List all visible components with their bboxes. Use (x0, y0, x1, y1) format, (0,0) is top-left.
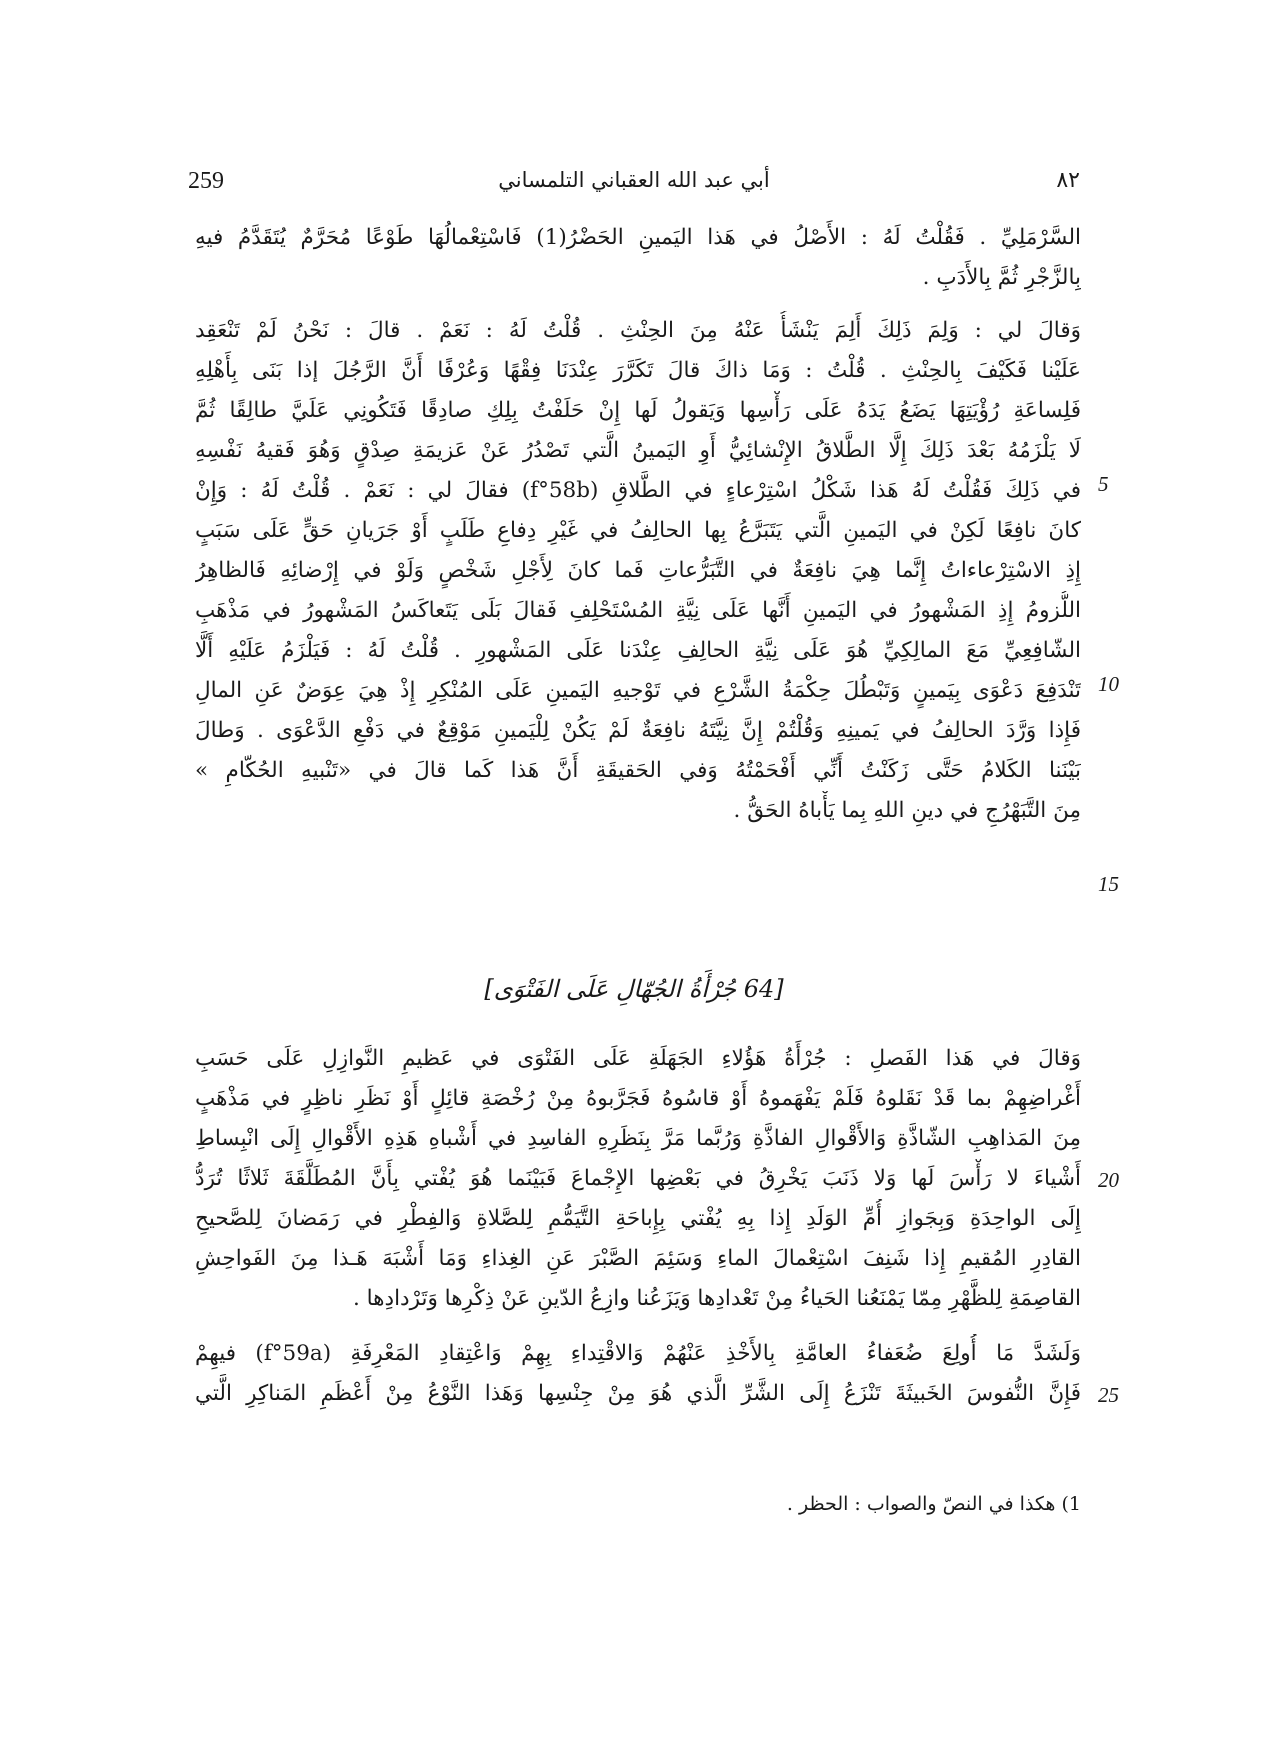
text-line: أَغْراضِهِمْ بما قَدْ نَقَلوهُ فَلَمْ يَفْهَموهُ أَوْ قاسُوهُ فَجَرَّبوهُ مِنْ رُخْصَةِ قائِلٍ أَوْ نَظَرِ ناظِرٍ في مَذْهَبٍ (195, 1086, 1081, 1111)
text-line: فَإِنَّ النُّفوسَ الخَبيثَةَ تَنْزَعُ إِلَى الشَّرِّ الَّذي هُوَ مِنْ جِنْسِها وَهَذا النَّوْعُ مِنْ أَعْظَمِ المَناكِرِ الَّتي (195, 1381, 1081, 1406)
text-line: مِنَ المَذاهِبِ الشّاذَّةِ وَالأَقْوالِ الفاذَّةِ وَرُبَّما مَرَّ بِنَظَرِهِ الفاسِدِ في أَشْباهِ هَذِهِ الأَقْوالِ إِلَى انْبِساطِ (195, 1126, 1081, 1151)
text-line: فَإِذا وَرَّدَ الحالِفُ في يَمينِهِ وَقُلْتُمْ إِنَّ نِيَّتَهُ نافِعَةٌ لَمْ يَكُنْ لِلْيَمينِ مَوْقِعٌ في دَفْعِ الدَّعْوَى . وَطالَ (195, 718, 1081, 743)
line-number: 15 (1098, 872, 1119, 896)
line-number: 20 (1098, 1168, 1119, 1192)
line-number: 25 (1098, 1383, 1119, 1407)
text-line: كانَ نافِعًا لَكِنْ في اليَمينِ الَّتي يَتَبَرَّعُ بِها الحالِفُ في غَيْرِ دِفاعِ طَلَبٍ أَوْ جَرَيانِ حَقٍّ عَلَى سَبَبٍ (195, 518, 1081, 543)
text-line: اللُّزومُ إِذِ المَشْهورُ في اليَمينِ أَنَّها عَلَى نِيَّةِ المُسْتَحْلِفِ فَقالَ بَلَى يَتَعاكَسُ المَشْهورُ في مَذْهَبِ (195, 598, 1081, 623)
text-line: السَّرْمَلِيِّ . فَقُلْتُ لَهُ : الأَصْلُ في هَذا اليَمينِ الحَضْرُ(1) فَاسْتِعْمالُهَا طَوْعًا مُحَرَّمٌ يُتَقَدَّمُ فيهِ (195, 225, 1081, 250)
text-line: بَيْنَنا الكَلامُ حَتَّى زَكَنْتُ أَنِّي أَفْحَمْتُهُ وَفي الحَقيقَةِ أَنَّ هَذا كَما قالَ في «تَنْبيهِ الحُكّامِ » (195, 758, 1081, 783)
text-line: وَقالَ لي : وَلِمَ ذَلِكَ أَلِمَ يَنْشَأُ عَنْهُ مِنَ الحِنْثِ . قُلْتُ لَهُ : نَعَمْ . قالَ : نَحْنُ لَمْ تَنْعَقِد (195, 318, 1081, 343)
footnote: 1) هكذا في النصّ والصواب : الحظر . (786, 1493, 1081, 1515)
text-line: وَقالَ في هَذا الفَصلِ : جُرْأَةُ هَؤُلاءِ الجَهَلَةِ عَلَى الفَتْوَى في عَظيمِ النَّوازِلِ عَلَى حَسَبِ (195, 1046, 1081, 1071)
page-number: 259 (188, 168, 224, 194)
text-line: مِنَ التَّبَهْرُجِ في دينِ اللهِ بِما يَأْباهُ الحَقُّ . (733, 798, 1081, 823)
line-number: 10 (1098, 672, 1119, 696)
text-line: بِالزَّجْرِ ثُمَّ بِالأَدَبِ . (922, 265, 1081, 290)
text-line: عَلَيْنا فَكَيْفَ بِالحِنْثِ . قُلْتُ : وَمَا ذاكَ قالَ تَكَرَّرَ عِنْدَنَا فِقْهًا وَعُرْفًا أَنَّ الرَّجُلَ إذا بَنَى بِأَهْلِهِ (195, 358, 1081, 383)
line-number: 5 (1098, 472, 1109, 496)
running-title: أبي عبد الله العقباني التلمساني (498, 168, 770, 192)
text-line: إِلَى الواحِدَةِ وَبِجَوازِ أُمِّ الوَلَدِ إِذا بِهِ يُفْتي بِإِباحَةِ التَّيَمُّمِ لِلصَّلاةِ وَالفِطْرِ في رَمَضانَ لِلصَّحيحِ (195, 1206, 1081, 1231)
text-line: تَنْدَفِعَ دَعْوَى بِيَمينٍ وَتَبْطُلَ حِكْمَةُ الشَّرْعِ في تَوْجيهِ اليَمينِ عَلَى المُنْكِرِ إِذْ هِيَ عِوَضٌ عَنِ المالِ (195, 678, 1081, 703)
text-line: لَا يَلْزَمُهُ بَعْدَ ذَلِكَ إِلَّا الطَّلاقُ الإِنْشائِيُّ أَوِ اليَمينُ الَّتي تَصْدُرُ عَنْ عَزيمَةِ صِدْقٍ وَهُوَ فَقيهُ نَفْسِهِ (195, 438, 1081, 463)
text-line: أَشْياءَ لا رَأْسَ لَها وَلا ذَنَبَ يَخْرِقُ في بَعْضِها الإِجْماعَ فَبَيْنَما هُوَ يُفْتي بِأَنَّ المُطَلَّقَةَ ثَلاثًا تُرَدُّ (195, 1166, 1081, 1191)
text-line: فَلِساعَةِ رُؤْيَتِهَا يَضَعُ يَدَهُ عَلَى رَأْسِها وَيَقولُ لَها إِنْ حَلَفْتُ بِلِكِ صادِقًا فَتَكُونِي عَلَيَّ طالِقًا ثُمَّ (195, 398, 1081, 423)
section-heading: [64 جُرْأَةُ الجُهّالِ عَلَى الفَتْوَى] (484, 975, 784, 1003)
page-header (188, 168, 1080, 208)
page-number-arabic: ٨٢ (1056, 168, 1080, 193)
text-line: وَلَشَدَّ مَا أُولِعَ ضُعَفاءُ العامَّةِ بِالأَخْذِ عَنْهُمْ وَالاقْتِداءِ بِهِمْ وَاعْتِقادِ المَعْرِفَةِ (f°59a) فيهِمْ (195, 1341, 1081, 1366)
text-line: إِذِ الاسْتِرْعاءاتُ إِنَّما هِيَ نافِعَةٌ في التَّبَرُّعاتِ فَما كانَ لِأَجْلِ شَخْصٍ وَلَوْ في إِرْضائِهِ فَالظاهِرُ (195, 558, 1081, 583)
text-line: القادِرِ المُقيمِ إِذا شَنِفَ اسْتِعْمالَ الماءِ وَسَئِمَ الصَّبْرَ عَنِ الغِذاءِ وَمَا أَشْبَهَ هَـذا مِنَ الفَواحِشِ (195, 1246, 1081, 1271)
text-line: القاصِمَةِ لِلظَّهْرِ مِمّا يَمْنَعُنا الحَياءُ مِنْ تَعْدادِها وَيَزَعُنا وازِعُ الدّينِ عَنْ ذِكْرِها وَتَرْدادِها . (352, 1286, 1081, 1311)
text-line: في ذَلِكَ فَقُلْتُ لَهُ هَذا شَكْلُ اسْتِرْعاءٍ في الطَّلاقِ (f°58b) فقالَ لي : نَعَمْ . قُلْتُ لَهُ : وَإِنْ (195, 478, 1081, 503)
text-line: الشّافِعِيِّ مَعَ المالِكِيِّ هُوَ عَلَى نِيَّةِ الحالِفِ عِنْدَنا عَلَى المَشْهورِ . قُلْتُ لَهُ : فَيَلْزَمُ عَلَيْهِ أَلَّا (195, 638, 1081, 663)
